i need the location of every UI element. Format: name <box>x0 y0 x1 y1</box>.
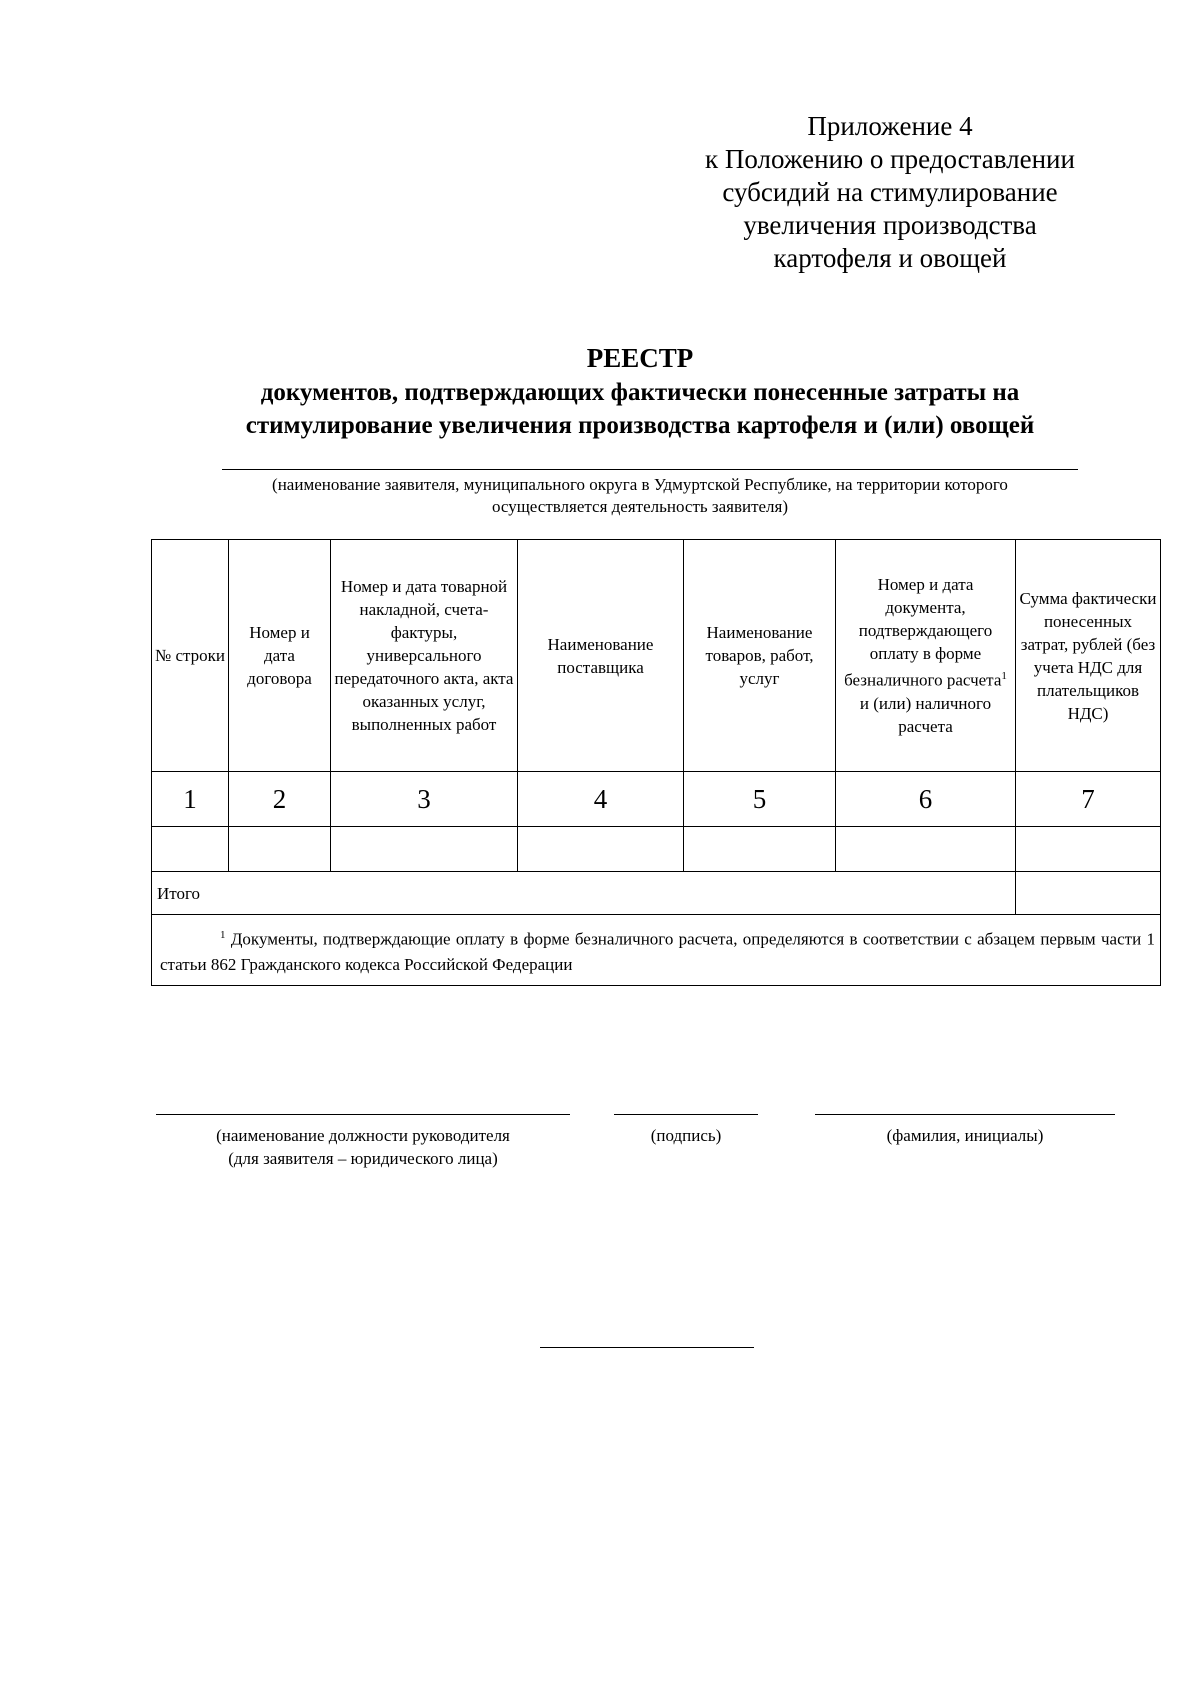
caption-line: (наименование должности руководителя <box>216 1126 510 1145</box>
header-contract: Номер и дата договора <box>229 540 331 772</box>
table-cell[interactable] <box>152 827 229 872</box>
appendix-line: субсидий на стимулирование <box>722 177 1058 207</box>
signature-line[interactable] <box>614 1114 758 1115</box>
column-number: 3 <box>331 772 518 827</box>
signature-caption: (подпись) <box>650 1126 722 1145</box>
table-cell[interactable] <box>684 827 836 872</box>
column-number: 1 <box>152 772 229 827</box>
appendix-line: увеличения производства <box>743 210 1037 240</box>
table-row <box>152 827 1161 872</box>
table-cell[interactable] <box>1016 827 1161 872</box>
footnote-number: 1 <box>220 929 226 941</box>
footnote-row <box>152 915 1161 986</box>
column-number: 6 <box>836 772 1016 827</box>
header-payment-text: Номер и дата документа, подтверждающего оплату в форме безналичного расчета <box>844 575 1002 690</box>
total-amount-cell[interactable] <box>1016 872 1161 915</box>
column-number: 2 <box>229 772 331 827</box>
end-divider <box>540 1347 754 1348</box>
header-payment-text-end: и (или) наличного расчета <box>859 693 992 736</box>
caption-line: осуществляется деятельность заявителя) <box>491 497 789 516</box>
table-cell[interactable] <box>229 827 331 872</box>
appendix-line: Приложение 4 <box>807 111 973 141</box>
position-caption <box>156 1124 570 1170</box>
column-number: 7 <box>1016 772 1161 827</box>
name-caption: (фамилия, инициалы) <box>886 1126 1044 1145</box>
table-cell[interactable] <box>518 827 684 872</box>
appendix-line: к Положению о предоставлении <box>705 144 1075 174</box>
header-supplier: Наименование поставщика <box>518 540 684 772</box>
total-label: Итого <box>152 872 1016 915</box>
footnote-text: Документы, подтверждающие оплату в форме безналичного расчета, определяются в соответствии с абзацем первым части 1 статьи 862 Гражданского кодекса Российской Федерации <box>160 929 1155 974</box>
column-number: 4 <box>518 772 684 827</box>
applicant-caption <box>150 474 1130 518</box>
header-payment-document <box>836 540 1016 772</box>
appendix-line: картофеля и овощей <box>773 243 1007 273</box>
header-amount: Сумма фактически понесенных затрат, рублей (без учета НДС для плательщиков НДС) <box>1016 540 1161 772</box>
header-row-number: № строки <box>152 540 229 772</box>
position-signature-line[interactable] <box>156 1114 570 1115</box>
registry-table <box>151 539 1161 986</box>
table-cell[interactable] <box>836 827 1016 872</box>
column-number-row <box>152 772 1161 827</box>
name-signature-line[interactable] <box>815 1114 1115 1115</box>
header-goods: Наименование товаров, работ, услуг <box>684 540 836 772</box>
caption-line: (для заявителя – юридического лица) <box>228 1149 498 1168</box>
footnote <box>152 915 1161 986</box>
appendix-block <box>660 110 1120 275</box>
document-title <box>150 340 1130 442</box>
header-invoice: Номер и дата товарной накладной, счета-фактуры, универсального передаточного акта, акта оказанных услуг, выполненных работ <box>331 540 518 772</box>
applicant-name-line[interactable] <box>222 469 1078 470</box>
table-cell[interactable] <box>331 827 518 872</box>
title-line: стимулирование увеличения производства картофеля и (или) овощей <box>245 412 1035 439</box>
total-row <box>152 872 1161 915</box>
footnote-marker: 1 <box>1001 670 1007 683</box>
header-row <box>152 540 1161 772</box>
caption-line: (наименование заявителя, муниципального округа в Удмуртской Республике, на территории которого <box>272 475 1008 494</box>
title-line: документов, подтверждающих фактически понесенные затраты на <box>260 379 1020 406</box>
title-main: РЕЕСТР <box>586 343 694 373</box>
column-number: 5 <box>684 772 836 827</box>
